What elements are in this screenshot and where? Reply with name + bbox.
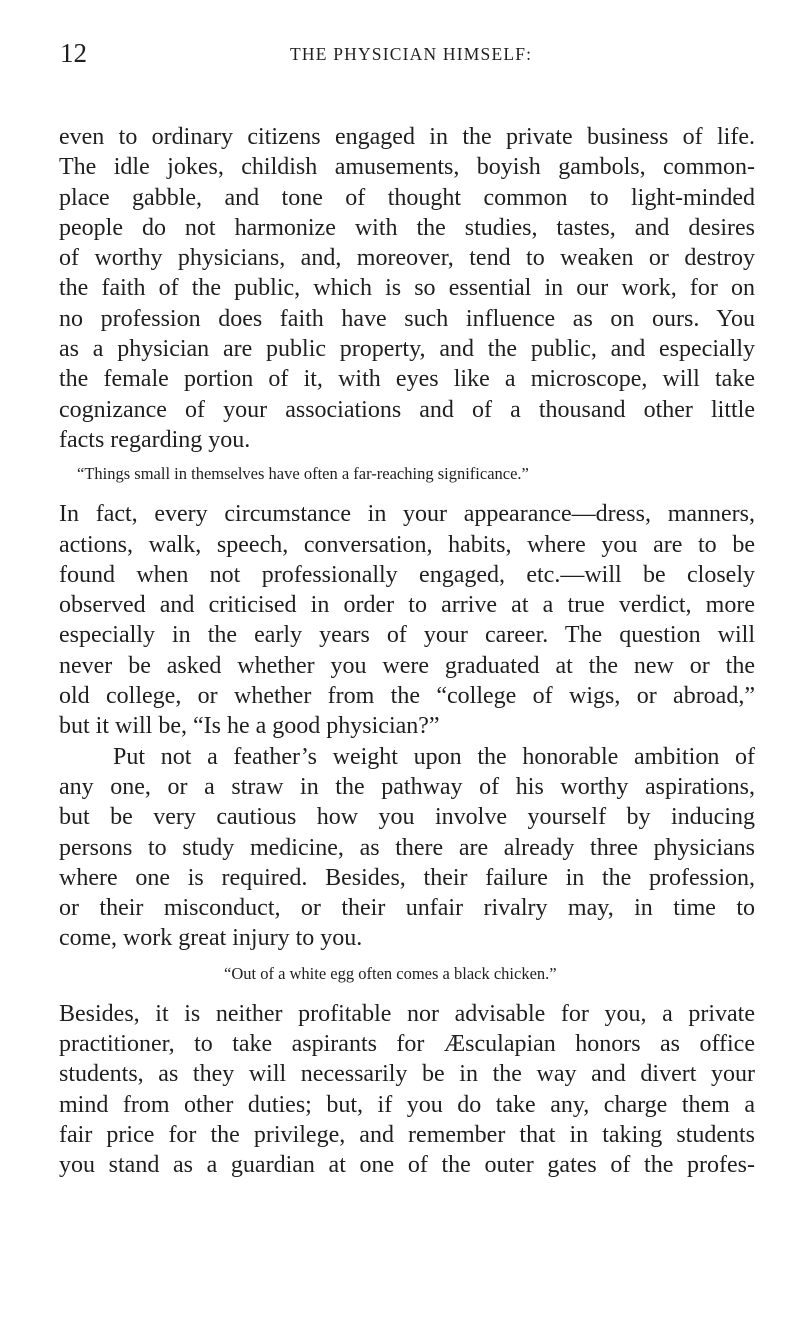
page-number: 12: [60, 38, 87, 68]
text-line: Besides, it is neither profitable nor advisable for you, a private: [59, 1000, 755, 1027]
text-line: you stand as a guardian at one of the outer gates of the profes-: [59, 1152, 755, 1179]
running-title: THE PHYSICIAN HIMSELF:: [290, 44, 533, 64]
paragraph-3: [59, 742, 755, 954]
text-line: any one, or a straw in the pathway of his worthy aspirations,: [59, 773, 755, 800]
text-line: never be asked whether you were graduated at the new or the: [59, 652, 755, 679]
paragraph-2: [59, 499, 755, 741]
text-line: place gabble, and tone of thought common to light-minded: [59, 184, 755, 211]
body-text: [59, 122, 755, 1181]
text-line: Put not a feather’s weight upon the honorable ambition of: [113, 743, 755, 770]
text-line: even to ordinary citizens engaged in the private business of life.: [59, 124, 755, 150]
text-line: cognizance of your associations and of a thousand other little: [59, 396, 755, 423]
paragraph-1: [59, 122, 755, 455]
text-line: observed and criticised in order to arrive at a true verdict, more: [59, 592, 755, 619]
text-line: but be very cautious how you involve yourself by inducing: [59, 804, 755, 831]
epigraph-quote: “Things small in themselves have often a far-reaching significance.”: [77, 464, 529, 484]
text-line: especially in the early years of your career. The question will: [59, 622, 755, 649]
text-line: the female portion of it, with eyes like a microscope, will take: [59, 366, 755, 393]
text-line: the faith of the public, which is so essential in our work, for on: [59, 275, 755, 302]
epigraph-quote: “Out of a white egg often comes a black chicken.”: [224, 963, 557, 983]
text-line: actions, walk, speech, conversation, habits, where you are to be: [59, 531, 755, 558]
text-line: of worthy physicians, and, moreover, tend to weaken or destroy: [59, 245, 755, 272]
text-line: In fact, every circumstance in your appearance—dress, manners,: [59, 501, 755, 528]
text-line: old college, or whether from the “college of wigs, or abroad,”: [59, 683, 755, 710]
running-header: [60, 38, 750, 68]
text-line: or their misconduct, or their unfair rivalry may, in time to: [59, 895, 755, 922]
text-line: people do not harmonize with the studies, tastes, and desires: [59, 214, 755, 241]
text-line: but it will be, “Is he a good physician?”: [59, 713, 440, 740]
text-line: mind from other duties; but, if you do take any, charge them a: [59, 1091, 755, 1118]
text-line: persons to study medicine, as there are already three physicians: [59, 834, 755, 861]
text-line: come, work great injury to you.: [59, 925, 363, 952]
text-line: The idle jokes, childish amusements, boyish gambols, common-: [59, 154, 755, 181]
text-line: facts regarding you.: [59, 426, 251, 453]
text-line: where one is required. Besides, their failure in the profession,: [59, 864, 755, 891]
text-line: fair price for the privilege, and remember that in taking students: [59, 1121, 755, 1148]
text-line: students, as they will necessarily be in the way and divert your: [59, 1061, 755, 1088]
text-line: practitioner, to take aspirants for Æsculapian honors as office: [59, 1031, 755, 1058]
text-line: as a physician are public property, and the public, and especially: [59, 336, 755, 363]
paragraph-4: [59, 999, 755, 1181]
text-line: no profession does faith have such influence as on ours. You: [59, 305, 755, 332]
text-line: found when not professionally engaged, etc.—will be closely: [59, 561, 755, 588]
